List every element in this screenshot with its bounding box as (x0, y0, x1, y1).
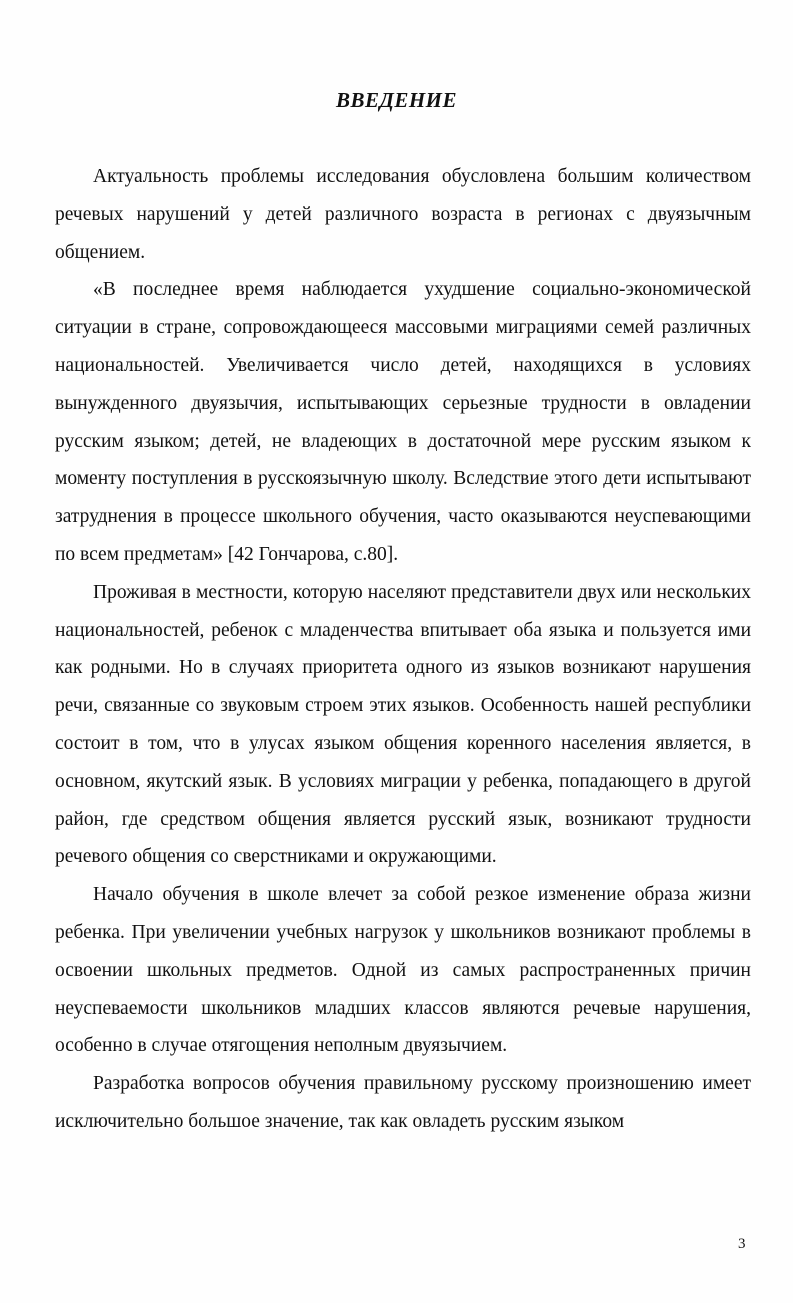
paragraph-bilingualism: Проживая в местности, которую населяют представители двух или нескольких национальностей, ребенок с младенчества впитывает оба языка и пользуется ими как родными. Но в случаях приоритета одного из языков возникают нарушения речи, связанные со звуковым строем этих языков. Особенность нашей республики состоит в том, что в улусах языком общения коренного населения является, в основном, якутский язык. В условиях миграции у ребенка, попадающего в другой район, где средством общения является русский язык, возникают трудности речевого общения со сверстниками и окружающими. (55, 581, 751, 868)
page-number: 3 (738, 1236, 746, 1252)
paragraph-pronunciation: Разработка вопросов обучения правильному русскому произношению имеет исключительно большое значение, так как овладеть русским языком (55, 1073, 751, 1132)
paragraph-relevance: Актуальность проблемы исследования обусловлена большим количеством речевых нарушений у детей различного возраста в регионах с двуязычным общением. (55, 166, 751, 263)
page-title: ВВЕДЕНИЕ (335, 88, 458, 112)
paragraph-quote: «В последнее время наблюдается ухудшение социально-экономической ситуации в стране, сопровождающееся массовыми миграциями семей различных национальностей. Увеличивается число детей, находящихся в условиях вынужденного двуязычия, испытывающих серьезные трудности в овладении русским языком; детей, не владеющих в достаточной мере русским языком к моменту поступления в русскоязычную школу. Вследствие этого дети испытывают затруднения в процессе школьного обучения, часто оказываются неуспевающими по всем предметам» [42 Гончарова, с.80]. (55, 279, 751, 565)
paragraph-school: Начало обучения в школе влечет за собой резкое изменение образа жизни ребенка. При увеличении учебных нагрузок у школьников возникают проблемы в освоении школьных предметов. Одной из самых распространенных причин неуспеваемости школьников младших классов являются речевые нарушения, особенно в случае отягощения неполным двуязычием. (55, 884, 751, 1057)
document-body (55, 158, 751, 1141)
